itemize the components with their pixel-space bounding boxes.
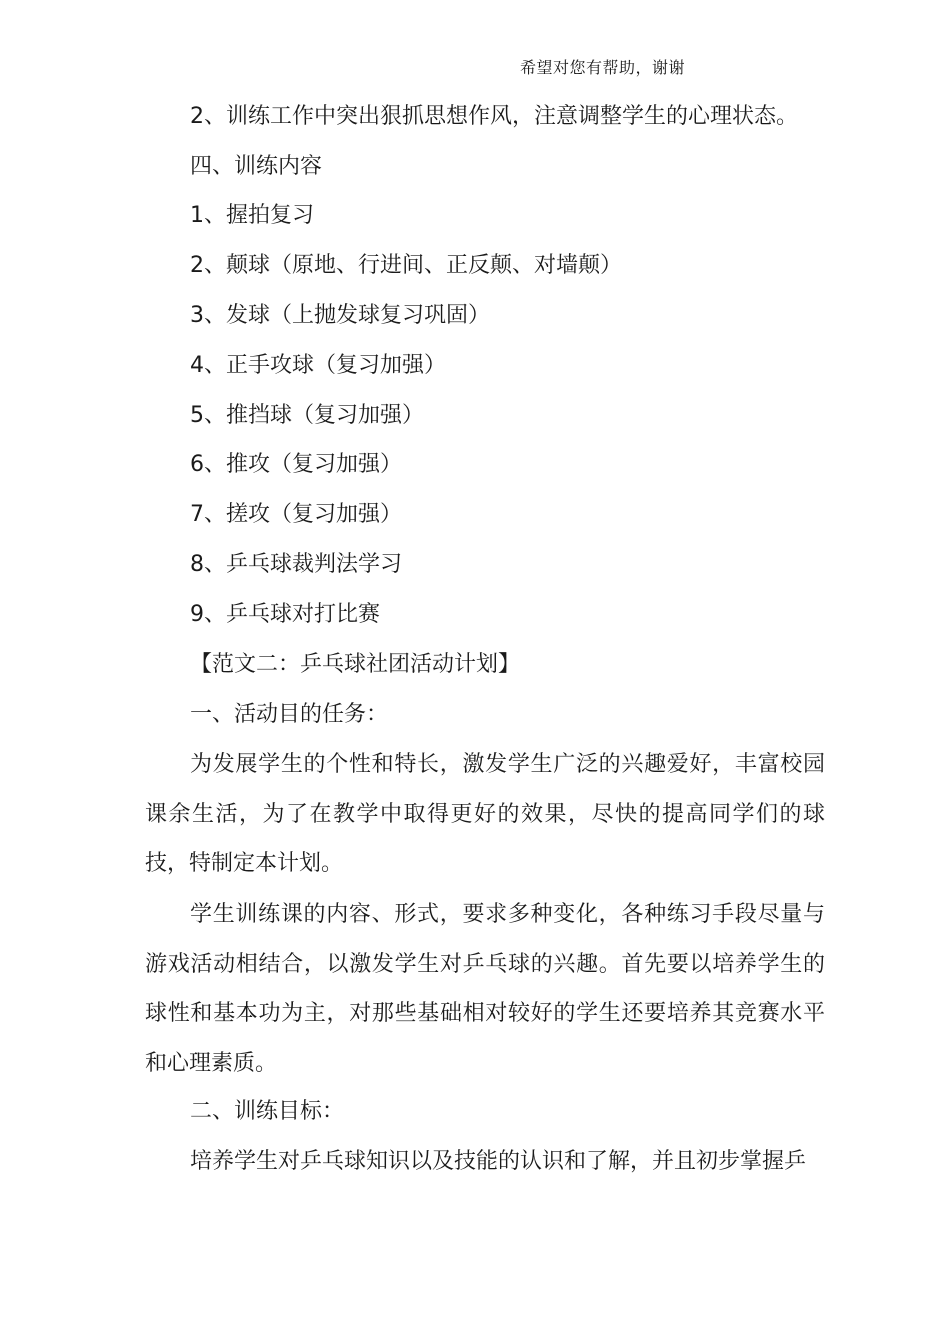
list-item: 6、推攻（复习加强）	[190, 452, 402, 477]
text-line: 培养学生对乒乓球知识以及技能的认识和了解，并且初步掌握乒	[190, 1149, 807, 1174]
list-item: 2、颠球（原地、行进间、正反颠、对墙颠）	[190, 253, 622, 278]
document-title: 【范文二：乒乓球社团活动计划】	[190, 652, 521, 677]
list-item: 9、乒乓球对打比赛	[190, 602, 380, 627]
section-heading: 一、活动目的任务：	[190, 702, 389, 727]
body-paragraph: 为发展学生的个性和特长，激发学生广泛的兴趣爱好，丰富校园课余生活，为了在教学中取得更好的效果，尽快的提高同学们的球技，特制定本计划。	[145, 752, 825, 876]
list-item: 3、发球（上抛发球复习巩固）	[190, 303, 490, 328]
text-line: 2、训练工作中突出狠抓思想作风，注意调整学生的心理状态。	[190, 104, 798, 129]
list-item: 1、握拍复习	[190, 203, 314, 228]
list-item: 8、乒乓球裁判法学习	[190, 552, 402, 577]
section-heading: 二、训练目标：	[190, 1099, 345, 1124]
section-heading: 四、训练内容	[190, 154, 323, 179]
page-header-note: 希望对您有帮助，谢谢	[520, 58, 686, 77]
list-item: 4、正手攻球（复习加强）	[190, 353, 446, 378]
body-paragraph: 学生训练课的内容、形式，要求多种变化，各种练习手段尽量与游戏活动相结合，以激发学生对乒乓球的兴趣。首先要以培养学生的球性和基本功为主，对那些基础相对较好的学生还要培养其竞赛水平和心理素质。	[145, 902, 825, 1076]
list-item: 7、搓攻（复习加强）	[190, 502, 402, 527]
list-item: 5、推挡球（复习加强）	[190, 403, 424, 428]
